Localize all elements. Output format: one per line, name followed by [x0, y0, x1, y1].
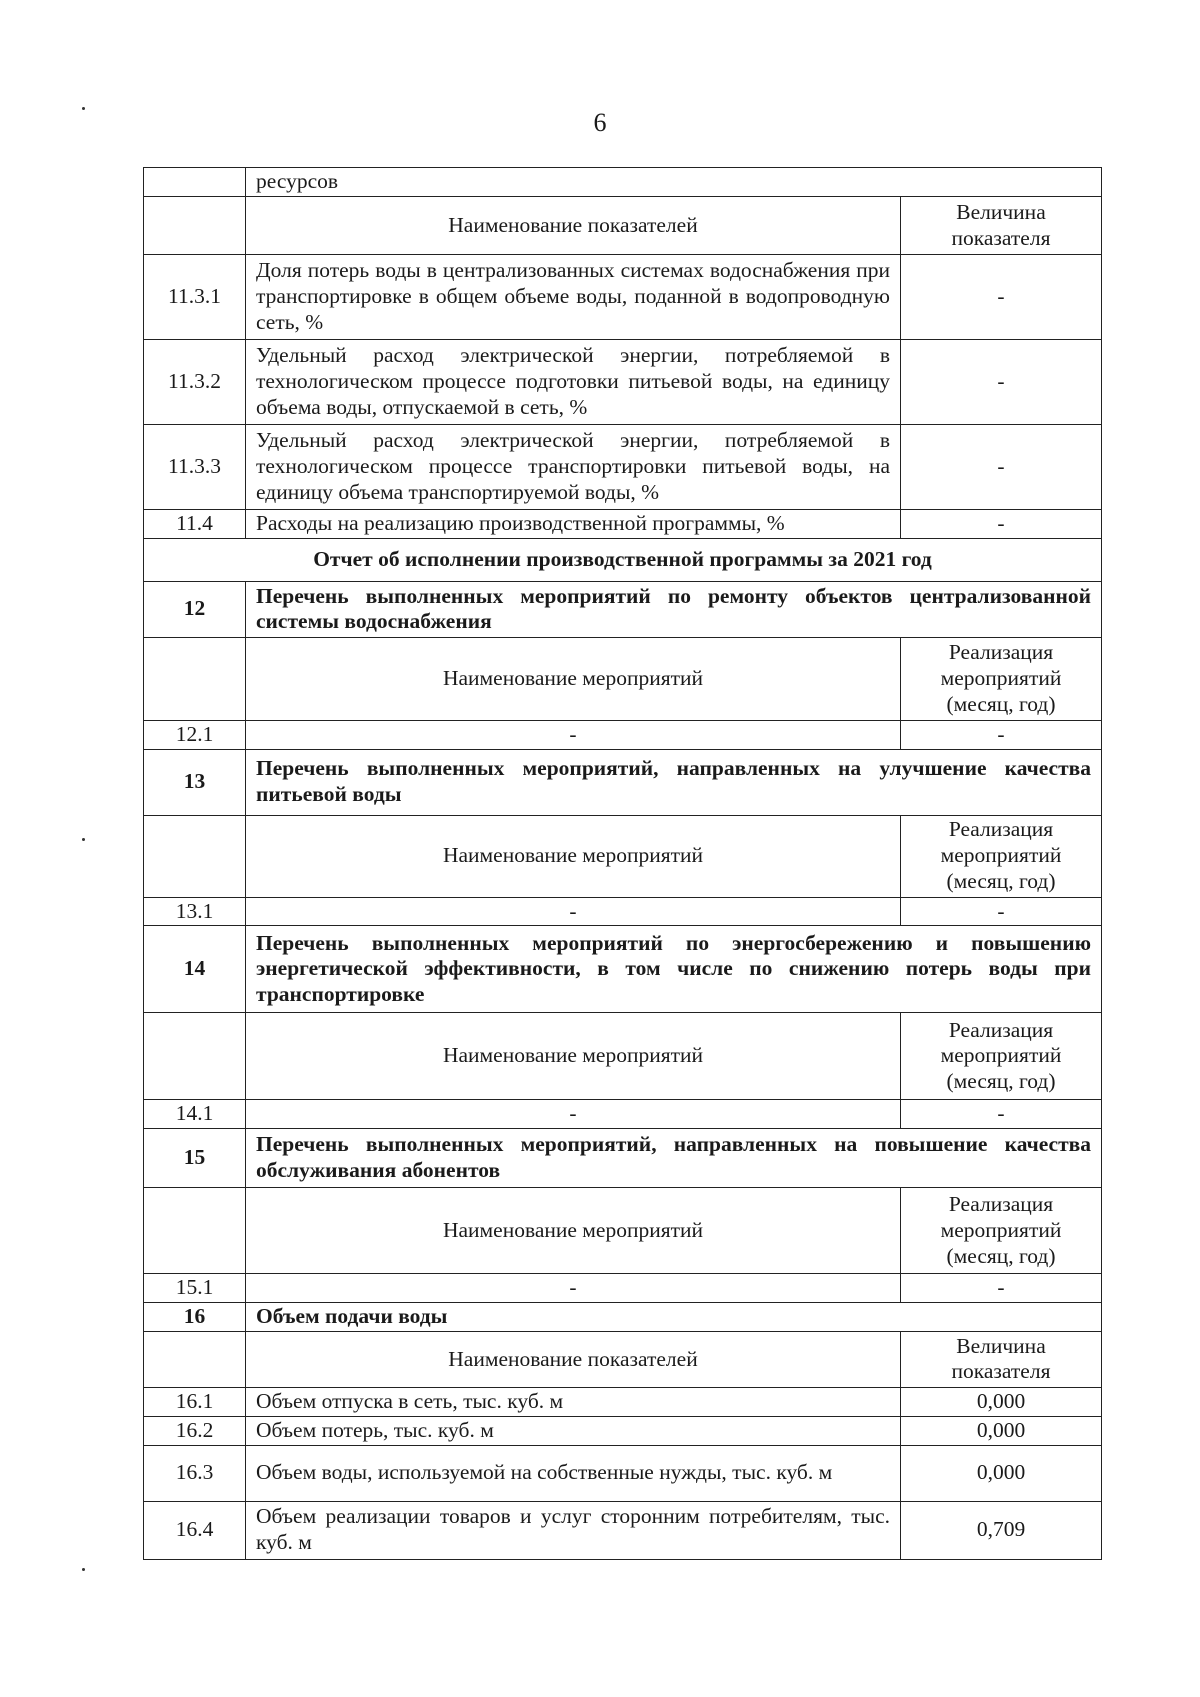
- section-title: Перечень выполненных мероприятий, направленных на повышение качества обслуживания абонентов: [246, 1129, 1102, 1188]
- indicators-table: [143, 167, 1102, 1560]
- row-number: 12.1: [144, 720, 246, 749]
- column-header-value: Реализация мероприятий (месяц, год): [901, 1013, 1102, 1100]
- table-row: [144, 1274, 1102, 1303]
- row-value: -: [901, 255, 1102, 340]
- table-row: [144, 1387, 1102, 1416]
- table-row: [144, 168, 1102, 197]
- section-number: 16: [144, 1302, 246, 1331]
- row-text: Удельный расход электрической энергии, потребляемой в технологическом процессе подготовки питьевой воды, на единицу объема воды, отпускаемой в сеть, %: [246, 340, 901, 425]
- section-title: Объем подачи воды: [246, 1302, 1102, 1331]
- scan-speck: [82, 107, 85, 110]
- row-number: 16.1: [144, 1387, 246, 1416]
- row-value: 0,000: [901, 1445, 1102, 1501]
- section-number: 15: [144, 1129, 246, 1188]
- row-value: -: [901, 720, 1102, 749]
- column-header-value: Величина показателя: [901, 197, 1102, 255]
- number-cell: [144, 1013, 246, 1100]
- row-text: -: [246, 1274, 901, 1303]
- continued-text-cell: ресурсов: [246, 168, 1102, 197]
- row-text: Объем потерь, тыс. куб. м: [246, 1416, 901, 1445]
- table-row: [144, 1445, 1102, 1501]
- row-text: -: [246, 897, 901, 926]
- row-value: -: [901, 1100, 1102, 1129]
- row-value: 0,000: [901, 1416, 1102, 1445]
- row-number: 16.2: [144, 1416, 246, 1445]
- scan-speck: [82, 838, 85, 841]
- row-value: -: [901, 1274, 1102, 1303]
- number-cell: [144, 168, 246, 197]
- report-title: Отчет об исполнении производственной программы за 2021 год: [144, 538, 1102, 581]
- section-number: 14: [144, 926, 246, 1013]
- section-number: 13: [144, 749, 246, 815]
- number-cell: [144, 1331, 246, 1387]
- row-number: 13.1: [144, 897, 246, 926]
- row-text: Объем отпуска в сеть, тыс. куб. м: [246, 1387, 901, 1416]
- row-number: 11.3.3: [144, 425, 246, 510]
- table-row: [144, 1416, 1102, 1445]
- page-number: 6: [593, 108, 607, 137]
- header-row: [144, 197, 1102, 255]
- header-row: [144, 1013, 1102, 1100]
- section-title: Перечень выполненных мероприятий по ремонту объектов централизованной системы водоснабжения: [246, 581, 1102, 637]
- table-row: [144, 255, 1102, 340]
- section-title: Перечень выполненных мероприятий по энергосбережению и повышению энергетической эффективности, в том числе по снижению потерь воды при транспортировке: [246, 926, 1102, 1013]
- row-number: 16.4: [144, 1501, 246, 1559]
- column-header-name: Наименование мероприятий: [246, 1188, 901, 1274]
- row-text: Объем воды, используемой на собственные нужды, тыс. куб. м: [246, 1445, 901, 1501]
- row-value: 0,709: [901, 1501, 1102, 1559]
- table-row: [144, 897, 1102, 926]
- number-cell: [144, 815, 246, 897]
- column-header-name: Наименование показателей: [246, 1331, 901, 1387]
- section-row: [144, 581, 1102, 637]
- table-row: [144, 1501, 1102, 1559]
- column-header-value: Величина показателя: [901, 1331, 1102, 1387]
- number-cell: [144, 1188, 246, 1274]
- column-header-name: Наименование мероприятий: [246, 815, 901, 897]
- table-row: [144, 510, 1102, 539]
- row-text: -: [246, 1100, 901, 1129]
- report-title-row: [144, 538, 1102, 581]
- row-value: -: [901, 340, 1102, 425]
- header-row: [144, 637, 1102, 720]
- row-number: 15.1: [144, 1274, 246, 1303]
- column-header-name: Наименование показателей: [246, 197, 901, 255]
- row-number: 16.3: [144, 1445, 246, 1501]
- row-text: Объем реализации товаров и услуг сторонним потребителям, тыс. куб. м: [246, 1501, 901, 1559]
- row-value: -: [901, 897, 1102, 926]
- row-number: 14.1: [144, 1100, 246, 1129]
- number-cell: [144, 637, 246, 720]
- row-text: -: [246, 720, 901, 749]
- section-row: [144, 749, 1102, 815]
- row-number: 11.3.2: [144, 340, 246, 425]
- table-row: [144, 340, 1102, 425]
- section-row: [144, 1129, 1102, 1188]
- row-value: 0,000: [901, 1387, 1102, 1416]
- column-header-name: Наименование мероприятий: [246, 637, 901, 720]
- table-row: [144, 1100, 1102, 1129]
- row-number: 11.3.1: [144, 255, 246, 340]
- row-number: 11.4: [144, 510, 246, 539]
- column-header-value: Реализация мероприятий (месяц, год): [901, 815, 1102, 897]
- row-text: Расходы на реализацию производственной программы, %: [246, 510, 901, 539]
- header-row: [144, 1188, 1102, 1274]
- section-row: [144, 1302, 1102, 1331]
- column-header-value: Реализация мероприятий (месяц, год): [901, 1188, 1102, 1274]
- section-title: Перечень выполненных мероприятий, направленных на улучшение качества питьевой воды: [246, 749, 1102, 815]
- row-text: Доля потерь воды в централизованных системах водоснабжения при транспортировке в общем объеме воды, поданной в водопроводную сеть, %: [246, 255, 901, 340]
- section-number: 12: [144, 581, 246, 637]
- table-row: [144, 425, 1102, 510]
- row-value: -: [901, 425, 1102, 510]
- column-header-name: Наименование мероприятий: [246, 1013, 901, 1100]
- header-row: [144, 1331, 1102, 1387]
- row-text: Удельный расход электрической энергии, потребляемой в технологическом процессе транспортировки питьевой воды, на единицу объема транспортируемой воды, %: [246, 425, 901, 510]
- section-row: [144, 926, 1102, 1013]
- column-header-value: Реализация мероприятий (месяц, год): [901, 637, 1102, 720]
- header-row: [144, 815, 1102, 897]
- number-cell: [144, 197, 246, 255]
- scan-speck: [82, 1568, 85, 1571]
- row-value: -: [901, 510, 1102, 539]
- table-row: [144, 720, 1102, 749]
